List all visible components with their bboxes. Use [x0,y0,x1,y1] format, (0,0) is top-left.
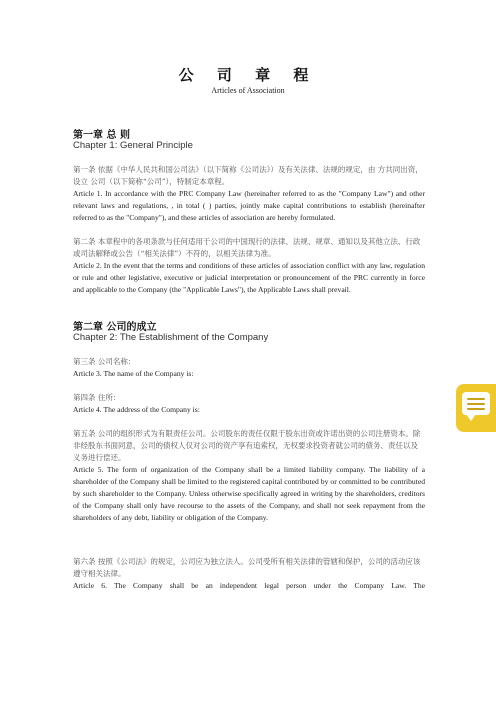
article-6-en: Article 6. The Company shall be an independent legal person under the Company Law. The [73,581,425,590]
chapter-2-heading-zh: 第二章 公司的成立 [73,322,157,333]
article-4-zh: 第四条 住所： [73,393,121,402]
chat-widget-button[interactable] [456,384,496,432]
article-2-en: Article 2. In the event that the terms and conditions of these articles of association conflict with any law, regulation or rule and other legislative, executive or judicial interpretation or pronouncement of the PRC currently in force and applicable to the Company (the "Applicable Laws"), the Applicable Laws shall prevail. [73,261,425,294]
document-title: 公 司 章 程 [178,66,318,84]
chapter-1-heading-zh: 第一章 总 则 [73,130,130,141]
article-4-en: Article 4. The address of the Company is: [73,405,200,414]
document-subtitle: Articles of Association [211,86,285,95]
article-2-zh: 第二条 本章程中的各项条款与任何适用于公司的中国现行的法律、法规、规章、通知以及其他立法、行政或司法解释或公告（“相关法律”）不符的，以相关法律为准。 [73,237,421,258]
chapter-1-heading-en: Chapter 1: General Principle [73,140,193,151]
article-1-zh: 第一条 依据《中华人民共和国公司法》（以下简称《公司法》）及有关法律、法规的规定，由 方共同出资，设立 公司（以下简称“公司”），特制定本章程。 [73,165,423,186]
article-5-zh: 第五条 公司的组织形式为有限责任公司。公司股东的责任仅限于股东出资或许诺出资的公司注册资本。除非经股东书面同意，公司的债权人仅对公司的资产享有追索权，无权要求投资者就公司的债务、责任以及义务进行偿还。 [73,429,421,462]
article-3-en: Article 3. The name of the Company is: [73,369,194,378]
article-6-zh: 第六条 按照《公司法》的规定，公司应为独立法人。公司受所有相关法律的管辖和保护，公司的活动应该遵守相关法律。 [73,557,421,578]
chat-icon [462,392,490,415]
chapter-2-heading-en: Chapter 2: The Establishment of the Company [73,332,269,343]
article-1-en: Article 1. In accordance with the PRC Company Law (hereinafter referred to as the "Company Law") and other relevant laws and regulations, , in total ( ) parties, jointly make capital contributions to establish (hereinafter referred to as the "Company"), and these articles of association are hereby formulated. [73,189,425,222]
article-5-en: Article 5. The form of organization of the Company shall be a limited liability company. The liability of a shareholder of the Company shall be limited to the registered capital contributed by or committed to be contributed by such shareholder to the Company. Unless otherwise specifically agreed in writing by the shareholders, creditors of the Company shall only have recourse to the assets of the Company, and shall not seek repayment from the shareholders of any debt, liability or obligation of the Company. [73,465,425,522]
article-3-zh: 第三条 公司名称： [73,357,136,366]
